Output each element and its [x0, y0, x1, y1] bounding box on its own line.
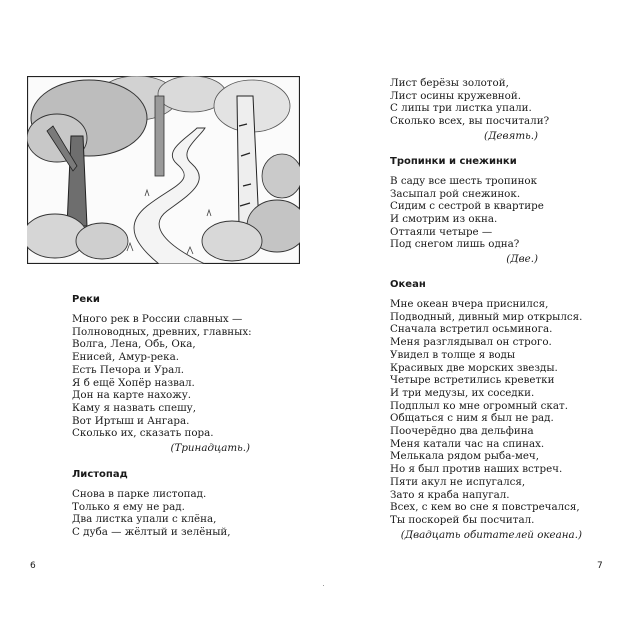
verse-line: Много рек в России славных —: [72, 313, 243, 325]
verse-line: Сначала встретил осьминога.: [390, 323, 553, 336]
verse-line: Поочерёдно два дельфина: [390, 425, 534, 438]
poem-answer: (Двадцать обитателей океана.): [400, 528, 582, 541]
verse-line: Но я был против наших встреч.: [390, 463, 563, 476]
verse-line: И смотрим из окна.: [390, 212, 498, 225]
verse-line: Четыре встретились креветки: [390, 374, 555, 387]
verse-line: Сидим с сестрой в квартире: [390, 200, 544, 213]
verse-line: Зато я краба напугал.: [390, 488, 510, 501]
verse-line: Засыпал рой снежинок.: [390, 187, 521, 200]
verse-line: Только я ему не рад.: [72, 500, 185, 513]
poem-verse: [390, 175, 590, 251]
page-number-right: 7: [597, 561, 603, 571]
verse-line: Меня катали час на спинах.: [390, 437, 545, 450]
verse-line: Пяти акул не испугался,: [390, 475, 526, 488]
verse-line: Подплыл ко мне огромный скат.: [390, 399, 568, 412]
verse-line: Ты поскорей бы посчитал.: [390, 513, 535, 526]
verse-line: И три медузы, их соседки.: [390, 386, 535, 399]
poem-title: Реки: [72, 294, 100, 305]
right-column: [390, 77, 590, 542]
poem-verse: [390, 298, 590, 527]
left-column: [72, 293, 312, 539]
verse-line: Сколько их, сказать пора.: [72, 427, 214, 440]
poem-answer: (Две.): [506, 253, 538, 266]
poem-title: Тропинки и снежинки: [390, 155, 517, 167]
poem-ocean: [390, 278, 590, 542]
verse-line: Увидел в толще я воды: [390, 348, 516, 361]
verse-line: В саду все шесть тропинок: [390, 174, 538, 187]
verse-line: Енисей, Амур-река.: [72, 351, 179, 364]
verse-line: С дуба — жёлтый и зелёный,: [72, 526, 231, 539]
verse-line: Лист берёзы золотой,: [390, 77, 509, 89]
verse-line: Подводный, дивный мир открылся.: [390, 310, 583, 323]
verse-line: Есть Печора и Урал.: [72, 363, 185, 376]
page-number-left: 6: [30, 561, 36, 571]
verse-line: Полноводных, древних, главных:: [72, 325, 252, 338]
print-speck: [323, 585, 324, 586]
verse-line: Красивых две морских звезды.: [390, 361, 558, 374]
verse-line: Снова в парке листопад.: [72, 488, 207, 501]
verse-line: Вот Иртыш и Ангара.: [72, 414, 190, 427]
poem-verse: [72, 313, 312, 440]
verse-line: Я б ещё Хопёр назвал.: [72, 376, 195, 389]
forest-path-illustration: [27, 76, 300, 264]
poem-title: Океан: [390, 279, 426, 291]
verse-line: Волга, Лена, Обь, Ока,: [72, 338, 196, 351]
poem-leaf-fall-continued: [390, 77, 590, 143]
verse-line: Каму я назвать спешу,: [72, 401, 196, 414]
poem-rivers: [72, 293, 312, 455]
poem-paths-and-snowflakes: [390, 155, 590, 266]
verse-line: Мелькала рядом рыба-меч,: [390, 450, 540, 463]
poem-title: Листопад: [72, 469, 128, 481]
verse-line: Два листка упали с клёна,: [72, 513, 217, 526]
verse-line: Сколько всех, вы посчитали?: [390, 115, 550, 128]
poem-verse: [72, 488, 312, 539]
verse-line: Дон на карте нахожу.: [72, 389, 192, 402]
verse-line: Лист осины кружевной.: [390, 89, 521, 102]
poem-answer: (Девять.): [484, 129, 538, 142]
verse-line: Под снегом лишь одна?: [390, 238, 520, 251]
verse-line: Мне океан вчера приснился,: [390, 298, 549, 311]
verse-line: С липы три листка упали.: [390, 102, 532, 115]
poem-answer: (Тринадцать.): [170, 442, 250, 455]
verse-line: Меня разглядывал он строго.: [390, 336, 552, 349]
verse-line: Оттаяли четыре —: [390, 225, 493, 238]
verse-line: Всех, с кем во сне я повстречался,: [390, 501, 580, 514]
poem-leaf-fall: [72, 468, 312, 539]
verse-line: Общаться с ним я был не рад.: [390, 412, 554, 425]
poem-verse: [390, 77, 590, 128]
